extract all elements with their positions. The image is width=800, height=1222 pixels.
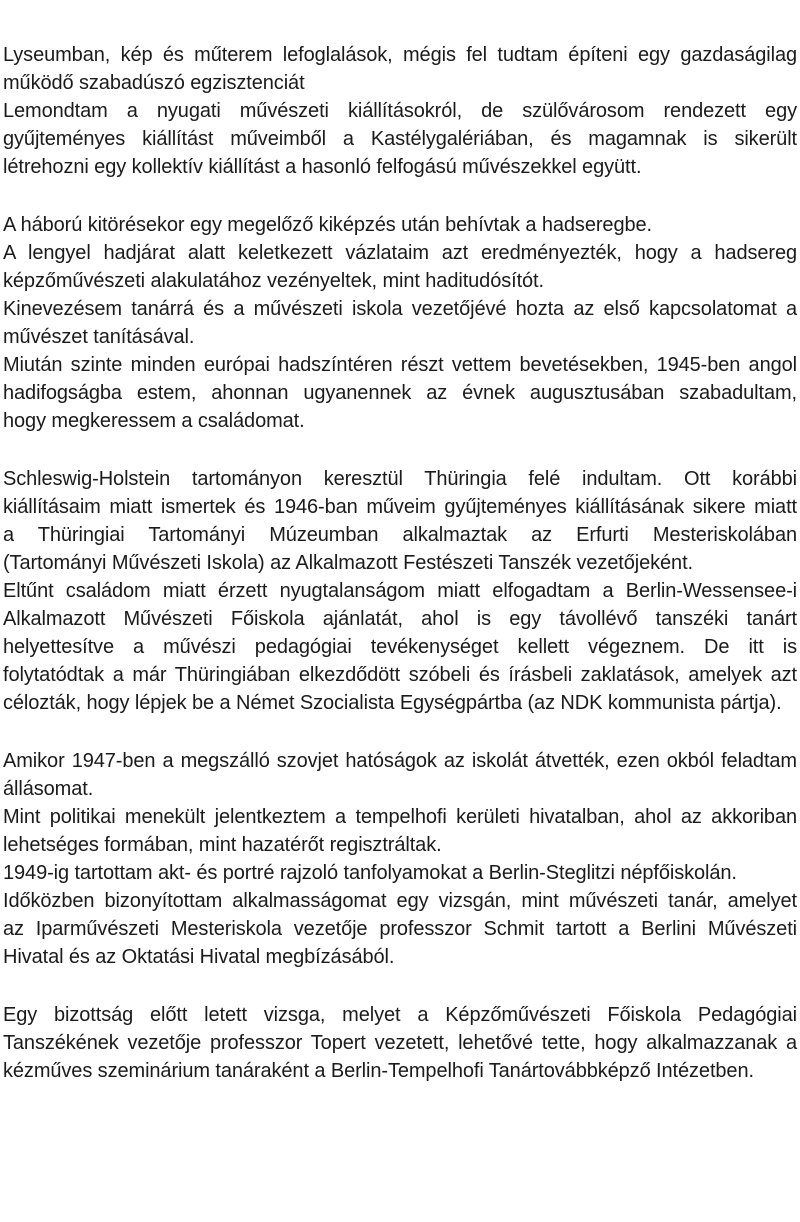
paragraph (3, 41, 797, 97)
paragraph (3, 887, 797, 971)
paragraph (3, 577, 797, 717)
paragraph (3, 803, 797, 859)
paragraph (3, 747, 797, 803)
text-line: Tanszékének vezetője professzor Topert vezetett, lehetővé tette, hogy alkalmazzanak a (3, 1032, 797, 1054)
text-line: folytatódtak a már Thüringiában elkezdődött szóbeli és írásbeli zaklatások, amelyek azt (3, 664, 797, 686)
text-line: működő szabadúszó egzisztenciát (3, 72, 305, 94)
text-line: a Thüringiai Tartományi Múzeumban alkalmaztak az Erfurti Mesteriskolában (3, 524, 797, 546)
text-line: célozták, hogy lépjek be a Német Szocialista Egységpártba (az NDK kommunista pártja). (3, 692, 782, 714)
text-line: Alkalmazott Művészeti Főiskola ajánlatát, ahol is egy távollévő tanszéki tanárt (3, 608, 797, 630)
text-line: képzőművészeti alakulatához vezényeltek, mint haditudósítót. (3, 270, 544, 292)
text-line: A háború kitörésekor egy megelőző kiképzés után behívtak a hadseregbe. (3, 214, 652, 236)
paragraph (3, 295, 797, 351)
paragraph-block-2 (3, 211, 797, 435)
text-line: Egy bizottság előtt letett vizsga, melyet a Képzőművészeti Főiskola Pedagógiai (3, 1004, 797, 1026)
text-line: az Iparművészeti Mesteriskola vezetője professzor Schmit tartott a Berlini Művészeti (3, 918, 797, 940)
text-line: lehetséges formában, mint hazatérőt regisztráltak. (3, 834, 442, 856)
text-line: hadifogságba estem, ahonnan ugyanennek az évnek augusztusában szabadultam, (3, 382, 797, 404)
text-line: Schleswig-Holstein tartományon keresztül Thüringia felé indultam. Ott korábbi (3, 468, 797, 490)
text-line: állásomat. (3, 778, 94, 800)
text-line: Lyseumban, kép és műterem lefoglalások, mégis fel tudtam építeni egy gazdaságilag (3, 44, 797, 66)
text-line: (Tartományi Művészeti Iskola) az Alkalmazott Festészeti Tanszék vezetőjeként. (3, 552, 693, 574)
text-line: Lemondtam a nyugati művészeti kiállításokról, de szülővárosom rendezett egy (3, 100, 797, 122)
paragraph-block-5 (3, 1001, 797, 1085)
paragraph-block-4 (3, 747, 797, 971)
paragraph (3, 351, 797, 435)
text-line: Időközben bizonyítottam alkalmasságomat egy vizsgán, mint művészeti tanár, amelyet (3, 890, 797, 912)
paragraph (3, 97, 797, 181)
text-line: Amikor 1947-ben a megszálló szovjet hatóságok az iskolát átvették, ezen okból feladtam (3, 750, 797, 772)
text-line: Kinevezésem tanárrá és a művészeti iskola vezetőjévé hozta az első kapcsolatomat a (3, 298, 797, 320)
text-line: helyettesítve a művészi pedagógiai tevékenységet kellett végeznem. De itt is (3, 636, 797, 658)
paragraph (3, 465, 797, 577)
text-line: A lengyel hadjárat alatt keletkezett vázlataim azt eredményezték, hogy a hadsereg (3, 242, 797, 264)
paragraph (3, 1001, 797, 1085)
paragraph (3, 239, 797, 295)
text-line: kiállításaim miatt ismertek és 1946-ban műveim gyűjteményes kiállításának sikere miatt (3, 496, 797, 518)
text-line: létrehozni egy kollektív kiállítást a hasonló felfogású művészekkel együtt. (3, 156, 642, 178)
paragraph-block-1 (3, 41, 797, 181)
text-line: művészet tanításával. (3, 326, 195, 348)
text-line: Mint politikai menekült jelentkeztem a tempelhofi kerületi hivatalban, ahol az akkoriban (3, 806, 797, 828)
text-line: gyűjteményes kiállítást műveimből a Kastélygalériában, és magamnak is sikerült (3, 128, 797, 150)
paragraph-block-3 (3, 465, 797, 717)
paragraph (3, 859, 797, 887)
text-line: 1949-ig tartottam akt- és portré rajzoló tanfolyamokat a Berlin-Steglitzi népfőiskolán. (3, 862, 737, 884)
text-line: Miután szinte minden európai hadszíntéren részt vettem bevetésekben, 1945-ben angol (3, 354, 797, 376)
paragraph (3, 211, 797, 239)
text-line: Eltűnt családom miatt érzett nyugtalanságom miatt elfogadtam a Berlin-Wessensee-i (3, 580, 797, 602)
text-line: kézműves szeminárium tanáraként a Berlin-Tempelhofi Tanártovábbképző Intézetben. (3, 1060, 754, 1082)
text-line: hogy megkeressem a családomat. (3, 410, 305, 432)
text-line: Hivatal és az Oktatási Hivatal megbízásából. (3, 946, 395, 968)
